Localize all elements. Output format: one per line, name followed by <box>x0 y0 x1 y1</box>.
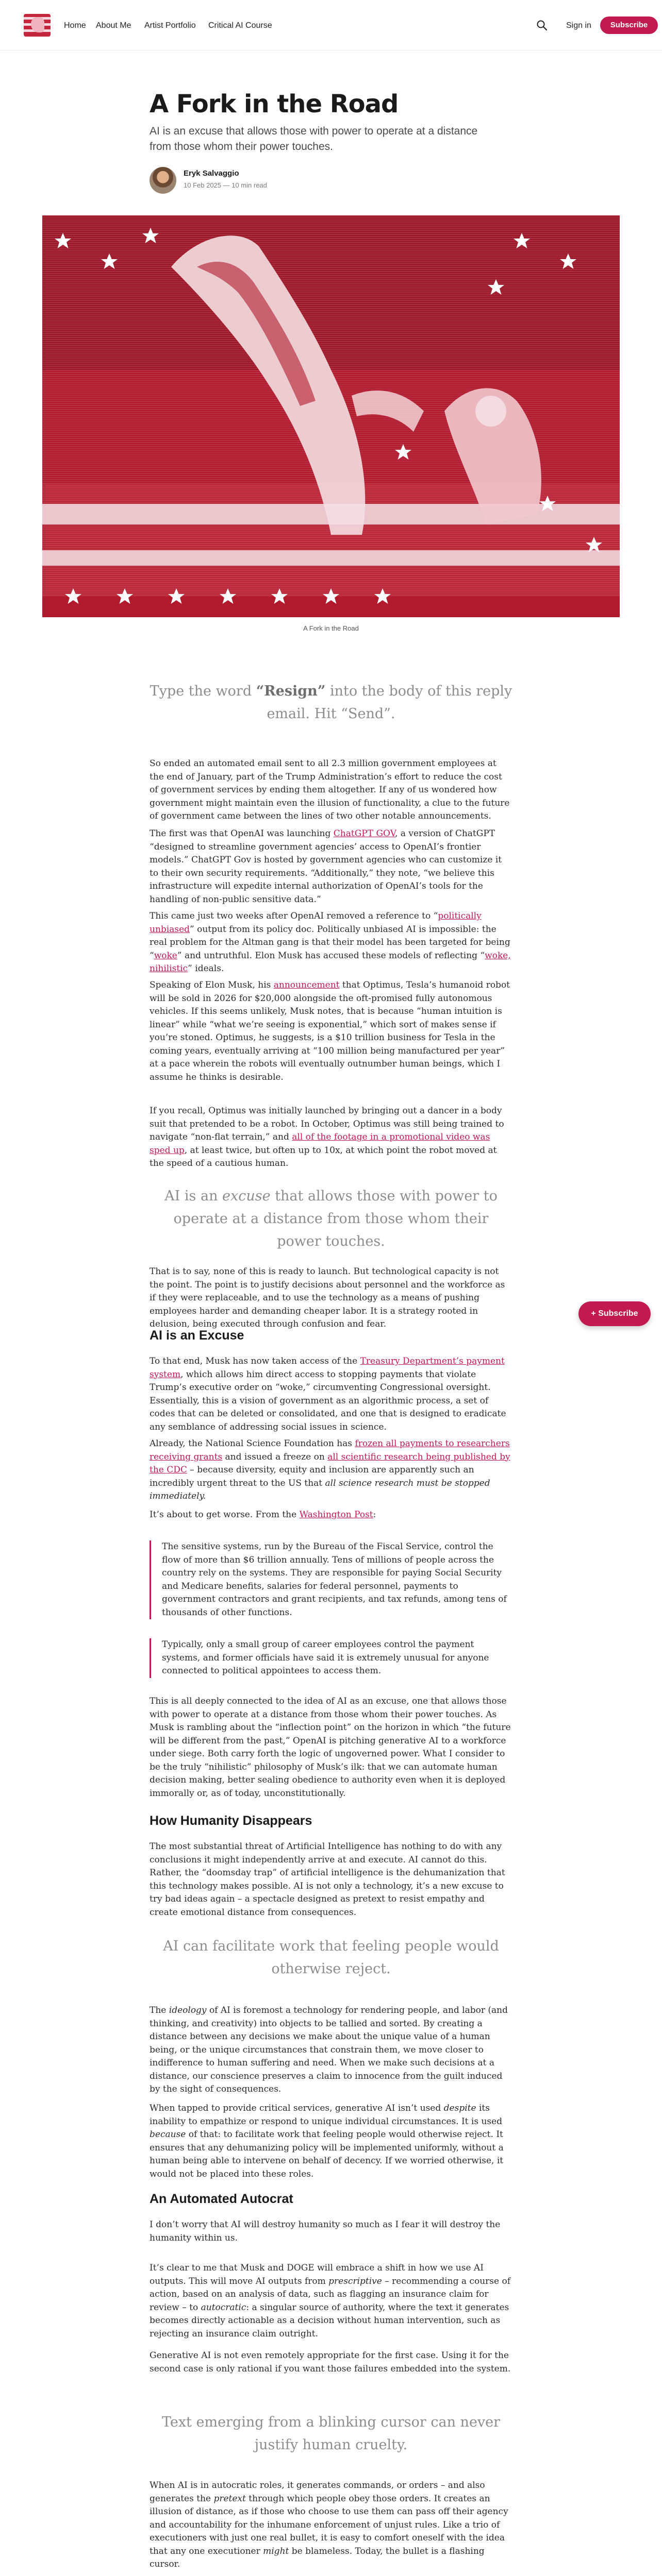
link-woke-nihilistic[interactable]: woke, nihilistic <box>150 950 511 974</box>
nav-link-critical-ai-course[interactable]: Critical AI Course <box>208 21 272 30</box>
top-navigation-bar <box>0 0 662 50</box>
paragraph: The most substantial threat of Artificial Intelligence has nothing to do with any conclusions it might independently arrive at and execute. AI cannot do this. Rather, the “doomsday trap” of artificial intelligence is the dehumanization that this technology makes possible. AI is not only a technology, it’s a new excuse to try bad ideas again – a spectacle designed as pretext to resist empathy and create emotional distance from consequences. <box>150 1841 505 1918</box>
hero-artwork <box>42 215 620 617</box>
subscribe-button[interactable]: Subscribe <box>600 16 658 34</box>
pull-quote-feeling-people: AI can facilitate work that feeling people would otherwise reject. <box>163 1938 499 1977</box>
article-subtitle: AI is an excuse that allows those with power to operate at a distance from those whom their power touches. <box>150 125 478 152</box>
section-heading-how-humanity-disappears: How Humanity Disappears <box>150 1814 312 1828</box>
sign-in-link[interactable]: Sign in <box>566 21 591 30</box>
nav-link-about-me[interactable]: About Me <box>96 21 131 30</box>
article-date-readtime: 10 Feb 2025 — 10 min read <box>184 181 267 189</box>
link-frozen-payments[interactable]: frozen all payments to researchers receiving grants <box>150 1438 510 1462</box>
site-logo[interactable] <box>24 14 51 37</box>
paragraph: This is all deeply connected to the idea of AI as an excuse, one that allows those with power to operate at a distance from those whom their power touches. As Musk is rambling about the “inflection point” on the horizon in which “the future will be different from the past,” OpenAI is pitching generative AI to a workforce under siege. Both carry forth the logic of ungoverned power. What I consider to be the truly “nihilistic” philosophy of Musk’s ilk: that we can automate human decision making, better sealing obedience to authority even when it is deployed immorally or, as of today, unconstitutionally. <box>150 1696 511 1799</box>
link-washington-post[interactable]: Washington Post <box>299 1510 373 1520</box>
author-avatar[interactable] <box>150 167 176 194</box>
pull-quote-resign: Type the word “Resign” into the body of this reply email. Hit “Send”. <box>150 683 512 722</box>
hero-caption: A Fork in the Road <box>303 624 359 632</box>
blockquote: Typically, only a small group of career employees control the payment systems, and former officials have said it is extremely unusual for anyone connected to political appointees to access them. <box>150 1638 512 1678</box>
paragraph: It’s about to get worse. From the Washington Post: <box>150 1510 376 1520</box>
nav-link-artist-portfolio[interactable]: Artist Portfolio <box>144 21 196 30</box>
blockquote: The sensitive systems, run by the Bureau of the Fiscal Service, control the flow of more than $6 trillion annually. Tens of millions of people across the country rely on the systems. They are responsible for paying Social Security and Medicare benefits, salaries for federal personnel, payments to government contractors and grant recipients, and tax refunds, among tens of thousands of other functions. <box>150 1540 512 1619</box>
paragraph: Speaking of Elon Musk, his announcement that Optimus, Tesla’s humanoid robot will be sold in 2026 for $20,000 alongside the oft-promised fully autonomous vehicles. If this seems unlikely, Musk notes, that is because “human intuition is linear” while “what we’re seeing is exponential,” which sort of makes sense if you’re stoned. Optimus, he suggests, is a $10 trillion business for Tesla in the coming years, eventually arriving at “100 million being manufactured per year” at a pace wherein the robots will eventually outnumber human beings, which I assume he thinks is desirable. <box>150 980 510 1082</box>
paragraph: This came just two weeks after OpenAI removed a reference to “politically unbiased” output from its policy doc. Politically unbiased AI is impossible: the real problem for the Altman gang is that their model has been targeted for being “woke” and untruthful. Elon Musk has accused these models of reflecting “woke, nihilistic” ideals. <box>150 911 511 974</box>
hero-image <box>42 215 620 617</box>
link-cdc-research-freeze[interactable]: all scientific research being published by the CDC <box>150 1451 510 1475</box>
link-chatgpt-gov[interactable]: ChatGPT GOV <box>333 828 395 839</box>
pull-quote-blinking-cursor: Text emerging from a blinking cursor can never justify human cruelty. <box>161 2414 501 2453</box>
article-title: A Fork in the Road <box>150 90 399 118</box>
author-name[interactable]: Eryk Salvaggio <box>184 169 239 178</box>
paragraph: When tapped to provide critical services, generative AI isn’t used despite its inability to empathize or respond to unique individual circumstances. It is used because of that: to facilitate work that feeling people would otherwise reject. It ensures that any dehumanizing policy will be implemented uniformly, without a human being able to intervene on behalf of decency. If we worried otherwise, it would not be placed into these roles. <box>150 2103 504 2179</box>
pull-quote-excuse: AI is an excuse that allows those with power to operate at a distance from those whom their power touches. <box>164 1188 498 1249</box>
link-promotional-video[interactable]: all of the footage in a promotional video was sped up <box>150 1132 490 1156</box>
link-woke[interactable]: woke <box>154 950 177 961</box>
paragraph: When AI is in autocratic roles, it generates commands, or orders – and also generates the pretext through which people obey those orders. It creates an illusion of distance, as if those who choose to use them can pass off their agency and accountability for the inhumane enforcement of unjust rules. Like a trio of executioners with just one real bullet, it is easy to comfort oneself with the idea that any one executioner might be blameless. Today, the bullet is a flashing cursor. <box>150 2480 508 2569</box>
paragraph: If you recall, Optimus was initially launched by bringing out a dancer in a body suit that pretended to be a robot. In October, Optimus was still being trained to navigate “non-flat terrain,” and all of the footage in a promotional video was sped up, at least twice, but often up to 10x, at which point the robot moved at the speed of a cautious human. <box>150 1106 504 1168</box>
paragraph: Generative AI is not even remotely appropriate for the first case. Using it for the second case is only rational if you want those failures embedded into the system. <box>150 2350 511 2374</box>
floating-subscribe-button[interactable]: + Subscribe <box>578 1301 651 1326</box>
search-icon[interactable] <box>536 20 548 31</box>
paragraph: To that end, Musk has now taken access of the Treasury Department’s payment system, which allows him direct access to stopping payments that violate Trump’s executive order on “woke,” circumventing Congressional oversight. Essentially, this is a vision of government as an algorithmic process, a set of codes that can be deleted or consolidated, and one that is designed to eradicate any semblance of addressing social issues in science. <box>150 1356 506 1432</box>
paragraph: That is to say, none of this is ready to launch. But technological capacity is not the point. The point is to justify decisions about personnel and the workforce as if they were replaceable, and to use the technology as a means of pushing employees harder and demanding cheaper labor. It is a strategy rooted in delusion, being executed through confusion and fear. <box>150 1266 505 1329</box>
paragraph: The first was that OpenAI was launching ChatGPT GOV, a version of ChatGPT “designed to streamline government agencies’ access to OpenAI’s frontier models.” ChatGPT Gov is hosted by government agencies who can customize it to their own security requirements. “Additionally,” they note, “we believe this infrastructure will expedite internal authorization of OpenAI’s tools for the handling of non-public sensitive data.” <box>150 828 502 905</box>
section-heading-ai-is-an-excuse: AI is an Excuse <box>150 1328 244 1343</box>
paragraph: It’s clear to me that Musk and DOGE will embrace a shift in how we use AI outputs. This will move AI outputs from prescriptive – recommending a course of action, based on an analysis of data, such as flagging an insurance claim for review – to autocratic: a singular source of authority, where the text it generates becomes directly actionable as a decision without human intervention, such as rejecting an insurance claim outright. <box>150 2263 510 2339</box>
paragraph: So ended an automated email sent to all 2.3 million government employees at the end of January, part of the Trump Administration’s effort to reduce the cost of government services by ending them altogether. If any of us wondered how government might maintain even the illusion of functionality, a clue to the future of government came between the lines of two other notable announcements. <box>150 758 510 821</box>
paragraph: The ideology of AI is foremost a technology for rendering people, and labor (and thinking, and creativity) into objects to be tallied and sorted. By creating a distance between any decisions we make about the unique value of a human being, or the unique circumstances that constrain them, we move closer to indifference to human suffering and need. When we make such decisions at a distance, our conscience preserves a claim to innocence from the guilt induced by the sight of consequences. <box>150 2005 508 2094</box>
link-politically-unbiased[interactable]: politically unbiased <box>150 911 482 935</box>
section-heading-automated-autocrat: An Automated Autocrat <box>150 2192 293 2206</box>
paragraph: Already, the National Science Foundation has frozen all payments to researchers receiving grants and issued a freeze on all scientific research being published by the CDC – because diversity, equity and inclusion are apparently such an incredibly urgent threat to the US that all science research must be stopped immediately. <box>150 1438 510 1501</box>
link-treasury-payment-system[interactable]: Treasury Department’s payment system <box>150 1356 505 1380</box>
paragraph: I don’t worry that AI will destroy humanity so much as I fear it will destroy the humanity within us. <box>150 2219 501 2243</box>
link-announcement[interactable]: announcement <box>273 980 340 990</box>
nav-link-home[interactable]: Home <box>64 21 86 30</box>
